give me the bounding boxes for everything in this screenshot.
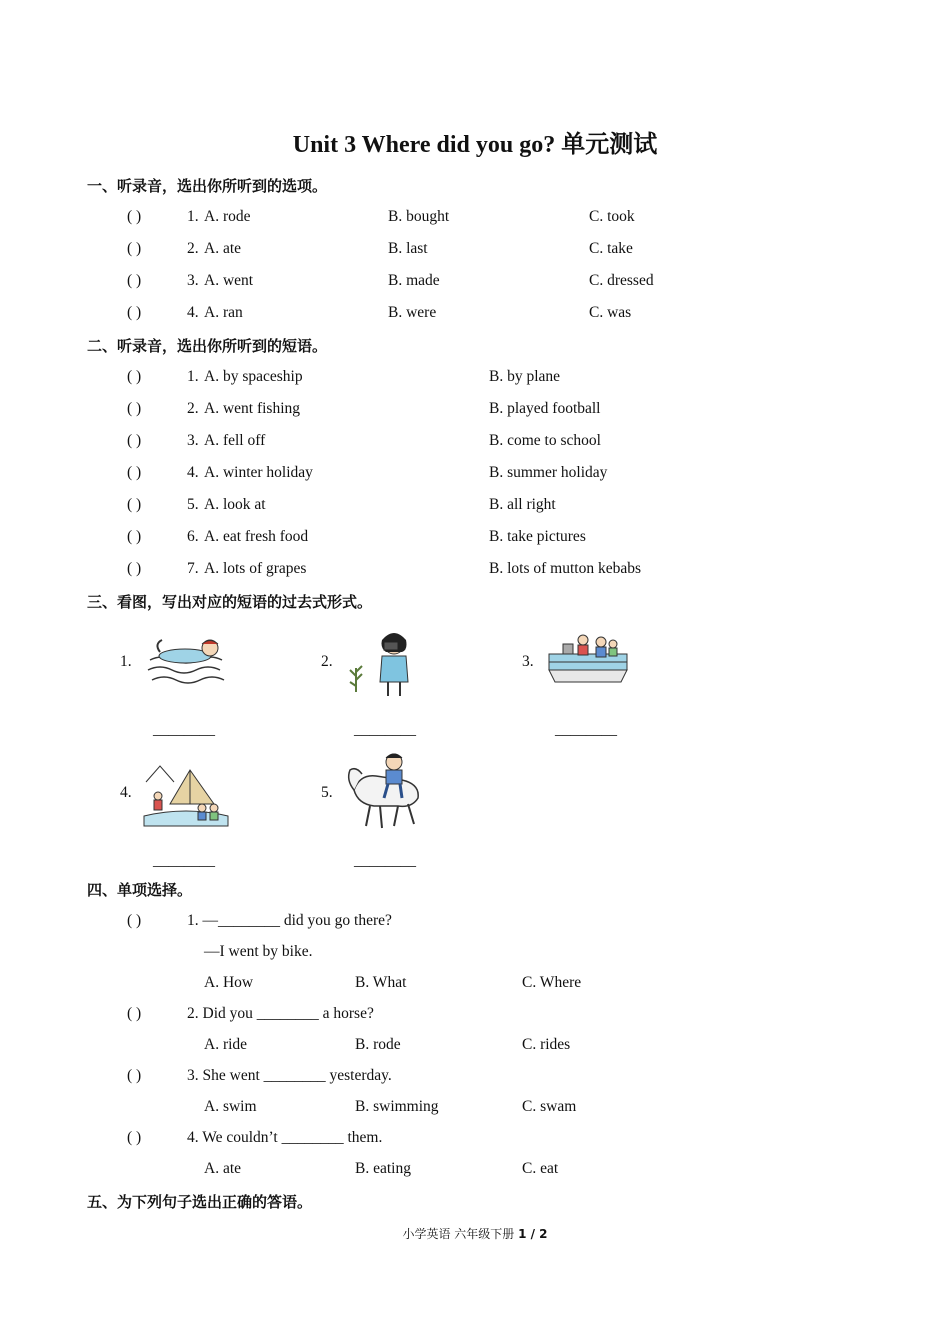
answer-paren[interactable]: ( ) — [127, 240, 142, 257]
option-c: C. dressed — [589, 272, 654, 289]
option-a: A. eat fresh food — [204, 528, 309, 545]
question-stem: 4. We couldn’t ________ them. — [187, 1129, 383, 1146]
picture-number: 3. — [522, 653, 534, 670]
answer-paren[interactable]: ( ) — [127, 1129, 142, 1146]
question-number: 6. — [187, 528, 199, 545]
question-stem-reply: —I went by bike. — [204, 943, 313, 960]
question-number: 7. — [187, 560, 199, 577]
option-b: B. all right — [489, 496, 556, 513]
option-b: B. swimming — [355, 1098, 439, 1115]
camping-picture-icon — [140, 752, 232, 834]
section-1-heading: 一、听录音，选出你所听到的选项。 — [87, 177, 328, 195]
page-number: 1 / 2 — [518, 1227, 548, 1241]
option-a: A. lots of grapes — [204, 560, 307, 577]
option-c: C. was — [589, 304, 632, 321]
answer-paren[interactable]: ( ) — [127, 272, 142, 289]
people-on-boat-picture-icon — [543, 620, 633, 702]
option-a: A. ran — [204, 304, 243, 321]
answer-paren[interactable]: ( ) — [127, 208, 142, 225]
footer-text: 小学英语 六年级下册 — [402, 1227, 519, 1241]
option-b: B. come to school — [489, 432, 601, 449]
option-b: B. were — [388, 304, 437, 321]
option-a: A. went — [204, 272, 254, 289]
picture-number: 4. — [120, 784, 132, 801]
option-c: C. Where — [522, 974, 582, 991]
answer-paren[interactable]: ( ) — [127, 304, 142, 321]
section-3-heading: 三、看图，写出对应的短语的过去式形式。 — [87, 593, 373, 611]
boy-riding-horse-picture-icon — [340, 750, 432, 834]
option-a: A. winter holiday — [204, 464, 313, 481]
answer-blank[interactable]: ________ — [354, 852, 416, 869]
picture-number: 1. — [120, 653, 132, 670]
option-a: A. swim — [204, 1098, 257, 1115]
question-number: 4. — [187, 304, 199, 321]
section-2-heading: 二、听录音，选出你所听到的短语。 — [87, 337, 328, 355]
section-4-heading: 四、单项选择。 — [87, 881, 193, 899]
answer-paren[interactable]: ( ) — [127, 432, 142, 449]
question-number: 3. — [187, 272, 199, 289]
question-stem: 3. She went ________ yesterday. — [187, 1067, 392, 1084]
answer-blank[interactable]: ________ — [354, 721, 416, 738]
question-number: 1. — [187, 208, 199, 225]
option-a: A. went fishing — [204, 400, 301, 417]
picture-number: 5. — [321, 784, 333, 801]
girl-with-camera-picture-icon — [342, 620, 432, 702]
page-footer — [0, 1225, 950, 1242]
answer-paren[interactable]: ( ) — [127, 560, 142, 577]
option-b: B. summer holiday — [489, 464, 608, 481]
option-b: B. What — [355, 974, 407, 991]
picture-number: 2. — [321, 653, 333, 670]
answer-paren[interactable]: ( ) — [127, 464, 142, 481]
swimming-picture-icon — [140, 620, 235, 702]
answer-paren[interactable]: ( ) — [127, 1005, 142, 1022]
answer-blank[interactable]: ________ — [555, 721, 617, 738]
question-number: 2. — [187, 400, 199, 417]
section-5-heading: 五、为下列句子选出正确的答语。 — [87, 1193, 313, 1211]
option-c: C. swam — [522, 1098, 577, 1115]
option-a: A. fell off — [204, 432, 266, 449]
option-c: C. take — [589, 240, 633, 257]
question-number: 4. — [187, 464, 199, 481]
answer-paren[interactable]: ( ) — [127, 528, 142, 545]
option-a: A. ride — [204, 1036, 248, 1053]
option-c: C. rides — [522, 1036, 571, 1053]
page-title: Unit 3 Where did you go? 单元测试 — [292, 132, 658, 158]
answer-blank[interactable]: ________ — [153, 721, 215, 738]
option-b: B. last — [388, 240, 428, 257]
option-b: B. rode — [355, 1036, 401, 1053]
question-number: 1. — [187, 368, 199, 385]
option-a: A. look at — [204, 496, 266, 513]
question-number: 5. — [187, 496, 199, 513]
option-b: B. by plane — [489, 368, 561, 385]
option-a: A. How — [204, 974, 254, 991]
question-stem: 2. Did you ________ a horse? — [187, 1005, 374, 1022]
answer-paren[interactable]: ( ) — [127, 400, 142, 417]
option-c: C. took — [589, 208, 635, 225]
option-b: B. bought — [388, 208, 450, 225]
option-b: B. played football — [489, 400, 601, 417]
question-number: 2. — [187, 240, 199, 257]
option-b: B. take pictures — [489, 528, 586, 545]
option-a: A. ate — [204, 1160, 242, 1177]
option-a: A. rode — [204, 208, 251, 225]
answer-paren[interactable]: ( ) — [127, 368, 142, 385]
question-number: 3. — [187, 432, 199, 449]
answer-paren[interactable]: ( ) — [127, 912, 142, 929]
answer-paren[interactable]: ( ) — [127, 1067, 142, 1084]
option-a: A. by spaceship — [204, 368, 303, 385]
option-a: A. ate — [204, 240, 242, 257]
option-b: B. lots of mutton kebabs — [489, 560, 641, 577]
answer-paren[interactable]: ( ) — [127, 496, 142, 513]
option-b: B. eating — [355, 1160, 411, 1177]
answer-blank[interactable]: ________ — [153, 852, 215, 869]
option-b: B. made — [388, 272, 440, 289]
option-c: C. eat — [522, 1160, 559, 1177]
question-stem: 1. —________ did you go there? — [187, 912, 392, 929]
